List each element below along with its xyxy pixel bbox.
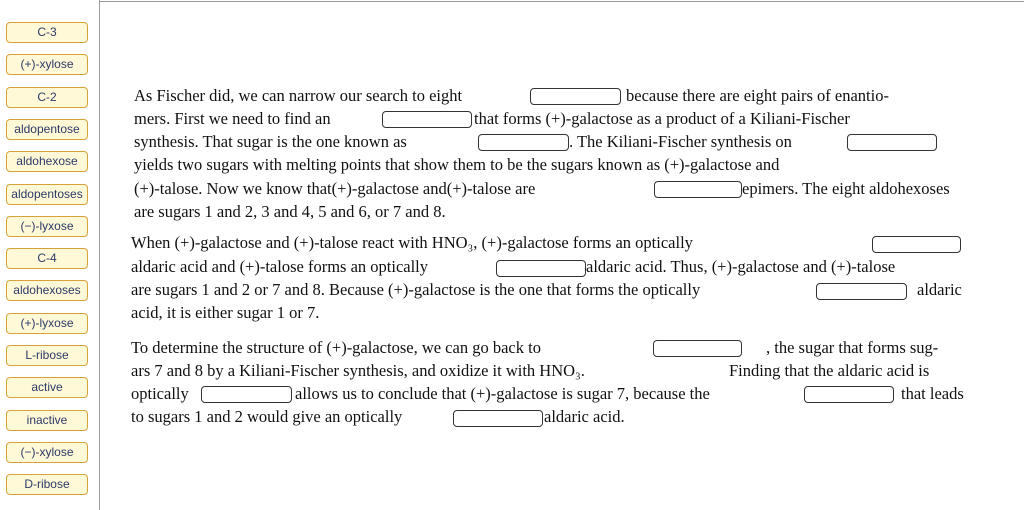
- passage-text: aldaric: [917, 280, 962, 299]
- answer-blank-9[interactable]: [653, 340, 742, 357]
- answer-blank-8[interactable]: [816, 283, 907, 300]
- answer-blank-4[interactable]: [847, 134, 937, 151]
- answer-blank-2[interactable]: [382, 111, 472, 128]
- answer-blank-11[interactable]: [804, 386, 894, 403]
- passage-text: yields two sugars with melting points that show them to be the sugars known as (+)-galactose and: [134, 155, 780, 174]
- passage-text: aldaric acid. Thus, (+)-galactose and (+)-talose: [586, 257, 896, 276]
- answer-blank-1[interactable]: [530, 88, 621, 105]
- passage-text: aldaric acid and (+)-talose forms an optically: [131, 257, 429, 276]
- passage-text: aldaric acid.: [544, 407, 625, 426]
- passage-text: optically: [131, 384, 189, 403]
- word-bank-chip[interactable]: C-3: [6, 22, 88, 43]
- passage-text: that leads: [901, 384, 964, 403]
- paragraph-2: [0, 233, 1024, 353]
- passage-text: Finding that the aldaric acid is: [729, 361, 930, 380]
- word-bank-chip[interactable]: aldohexose: [6, 151, 88, 172]
- word-bank-chip[interactable]: aldohexoses: [6, 280, 88, 301]
- paragraph-3: [0, 338, 1024, 458]
- word-bank-chip[interactable]: inactive: [6, 410, 88, 431]
- word-bank-chip[interactable]: C-4: [6, 248, 88, 269]
- passage-text: epimers. The eight aldohexoses: [742, 179, 950, 198]
- answer-blank-3[interactable]: [478, 134, 569, 151]
- passage-text: are sugars 1 and 2 or 7 and 8. Because (+)-galactose is the one that forms the optically: [131, 280, 701, 299]
- word-bank-chip[interactable]: L-ribose: [6, 345, 88, 366]
- word-bank-chip[interactable]: (−)-xylose: [6, 442, 88, 463]
- passage-text: allows us to conclude that (+)-galactose is sugar 7, because the: [295, 384, 710, 403]
- passage-text: that forms (+)-galactose as a product of a Kiliani-Fischer: [474, 109, 850, 128]
- passage-text: To determine the structure of (+)-galactose, we can go back to: [131, 338, 541, 357]
- passage-text: acid, it is either sugar 1 or 7.: [131, 303, 320, 322]
- passage-text: . The Kiliani-Fischer synthesis on: [569, 132, 792, 151]
- word-bank-chip[interactable]: (−)-lyxose: [6, 216, 88, 237]
- passage-text: , the sugar that forms sug-: [766, 338, 939, 357]
- passage-text: When (+)-galactose and (+)-talose react with HNO₃, (+)-galactose forms an optically: [131, 233, 693, 252]
- passage-text: to sugars 1 and 2 would give an optically: [131, 407, 403, 426]
- word-bank-chip[interactable]: active: [6, 377, 88, 398]
- passage-text: mers. First we need to find an: [134, 109, 331, 128]
- passage-text: As Fischer did, we can narrow our search to eight: [134, 86, 463, 105]
- top-border-line: [100, 1, 1024, 2]
- passage-text: are sugars 1 and 2, 3 and 4, 5 and 6, or 7 and 8.: [134, 202, 446, 221]
- passage-text: (+)-talose. Now we know that(+)-galactose and(+)-talose are: [134, 179, 536, 198]
- word-bank-chip[interactable]: aldopentoses: [6, 184, 88, 205]
- answer-blank-7[interactable]: [496, 260, 586, 277]
- paragraph-1: [0, 86, 1024, 221]
- answer-blank-6[interactable]: [872, 236, 961, 253]
- word-bank-chip[interactable]: (+)-xylose: [6, 54, 88, 75]
- passage-text: ars 7 and 8 by a Kiliani-Fischer synthesis, and oxidize it with HNO₃.: [131, 361, 585, 380]
- answer-blank-5[interactable]: [654, 181, 742, 198]
- word-bank-chip[interactable]: aldopentose: [6, 119, 88, 140]
- answer-blank-10[interactable]: [201, 386, 292, 403]
- word-bank-chip[interactable]: D-ribose: [6, 474, 88, 495]
- word-bank-chip[interactable]: (+)-lyxose: [6, 313, 88, 334]
- passage-text: synthesis. That sugar is the one known as: [134, 132, 407, 151]
- answer-blank-12[interactable]: [453, 410, 543, 427]
- passage-text: because there are eight pairs of enantio-: [626, 86, 889, 105]
- word-bank-chip[interactable]: C-2: [6, 87, 88, 108]
